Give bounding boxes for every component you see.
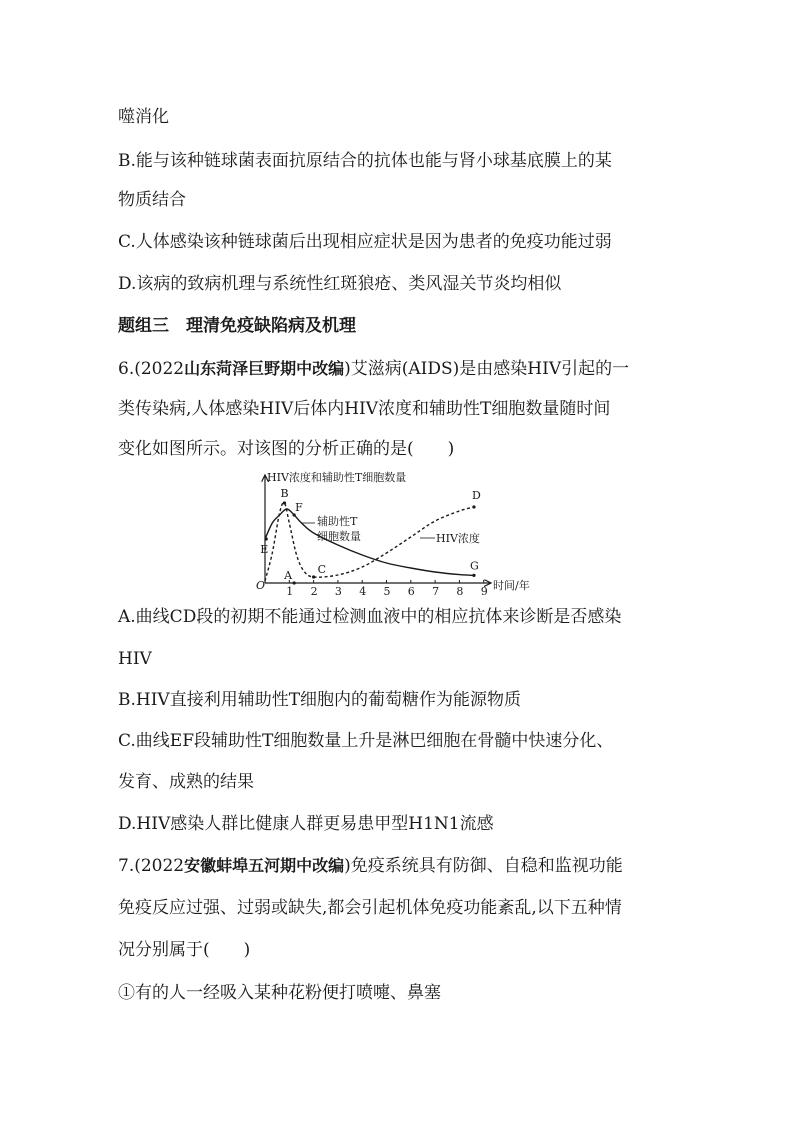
q6-option-c-line2: 发育、成熟的结果 — [118, 772, 254, 792]
x-tick-label: 2 — [310, 585, 318, 595]
point-c-marker — [312, 575, 315, 578]
x-tick-label: 9 — [480, 585, 488, 595]
y-axis-label: HIV浓度和辅助性T细胞数量 — [267, 471, 407, 484]
x-tick-label: 3 — [334, 585, 342, 595]
q7-item-1: ①有的人一经吸入某种花粉便打喷嚏、鼻塞 — [118, 983, 441, 1003]
point-g-label: G — [469, 559, 479, 573]
point-d-marker — [472, 505, 475, 508]
point-e-label: E — [260, 543, 269, 556]
hiv-series-label: HIV浓度 — [436, 532, 480, 545]
q5-option-b-line1: B.能与该种链球菌表面抗原结合的抗体也能与肾小球基底膜上的某 — [118, 151, 612, 171]
q7-suffix: )免疫系统具有防御、自稳和监视功能 — [344, 856, 623, 876]
point-d-label: D — [471, 489, 481, 502]
q6-prefix: 6.(2022 — [118, 359, 185, 379]
q6-option-c-line1: C.曲线EF段辅助性T细胞数量上升是淋巴细胞在骨髓中快速分化、 — [118, 731, 614, 751]
x-tick-label: 8 — [456, 585, 464, 595]
x-tick-label: 4 — [359, 585, 367, 595]
point-f-label: F — [295, 501, 303, 514]
tcell-series-label-2: 细胞数量 — [317, 530, 361, 543]
q6-stem-line2: 类传染病,人体感染HIV后体内HIV浓度和辅助性T细胞数量随时间 — [118, 399, 611, 419]
q6-option-b: B.HIV直接利用辅助性T细胞内的葡萄糖作为能源物质 — [118, 690, 522, 710]
point-b-label: B — [280, 487, 289, 500]
q6-option-a-line2: HIV — [118, 649, 152, 669]
q7-stem-line2: 免疫反应过强、过弱或缺失,都会引起机体免疫功能紊乱,以下五种情 — [118, 898, 622, 918]
q5-option-c: C.人体感染该种链球菌后出现相应症状是因为患者的免疫功能过弱 — [118, 232, 612, 252]
q5-option-b-line2: 物质结合 — [118, 190, 186, 210]
x-tick-label: 6 — [407, 585, 415, 595]
point-g-marker — [472, 574, 475, 577]
q7-source: 安徽蚌埠五河期中改编 — [184, 856, 345, 875]
point-b-marker — [283, 501, 286, 504]
x-tick-label: 7 — [432, 585, 440, 595]
x-tick-label: 1 — [286, 585, 294, 595]
q6-stem-line1 — [118, 358, 629, 380]
point-a-label: A — [284, 569, 293, 582]
q5-option-d: D.该病的致病机理与系统性红斑狼疮、类风湿关节炎均相似 — [118, 274, 562, 294]
q5-option-a-tail: 噬消化 — [118, 107, 169, 127]
q6-option-d: D.HIV感染人群比健康人群更易患甲型H1N1流感 — [118, 814, 494, 834]
q7-stem-line3: 况分别属于( ) — [118, 940, 251, 960]
q6-source: 山东菏泽巨野期中改编 — [184, 359, 345, 378]
point-c-label: C — [317, 563, 327, 576]
q6-suffix: )艾滋病(AIDS)是由感染HIV引起的一 — [344, 359, 630, 379]
point-a-marker — [293, 581, 296, 584]
point-e-marker — [265, 537, 268, 540]
q6-stem-line3: 变化如图所示。对该图的分析正确的是( ) — [118, 439, 455, 459]
x-tick-label: 5 — [383, 585, 391, 595]
x-axis-label: 时间/年 — [493, 579, 530, 592]
origin-label: O — [256, 579, 266, 592]
q7-prefix: 7.(2022 — [118, 856, 185, 876]
q6-option-a-line1: A.曲线CD段的初期不能通过检测血液中的相应抗体来诊断是否感染 — [118, 607, 622, 627]
q7-stem-line1 — [118, 855, 623, 877]
hiv-chart — [255, 465, 545, 595]
section-heading: 题组三 理清免疫缺陷病及机理 — [118, 316, 356, 336]
tcell-series-label-1: 辅助性T — [317, 515, 358, 528]
